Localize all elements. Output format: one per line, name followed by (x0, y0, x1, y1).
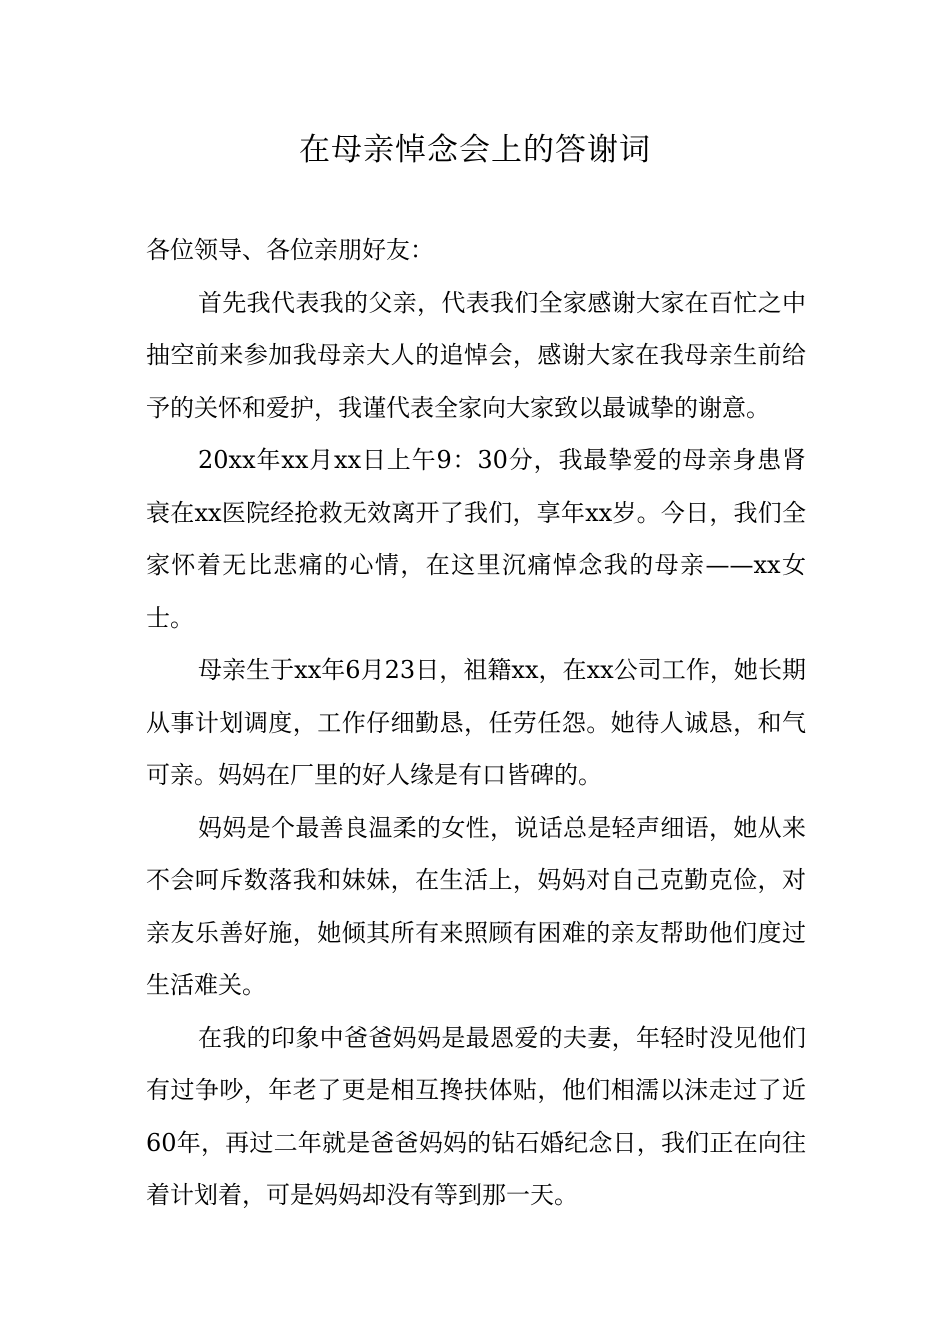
document-title: 在母亲悼念会上的答谢词 (299, 132, 651, 168)
paragraph-2: 20xx年xx月xx日上午9：30分，我最挚爱的母亲身患肾衰在xx医院经抢救无效离开了我们，享年xx岁。今日，我们全家怀着无比悲痛的心情，在这里沉痛悼念我的母亲——xx女士。 (146, 446, 806, 632)
paragraph-5: 在我的印象中爸爸妈妈是最恩爱的夫妻，年轻时没见他们有过争吵，年老了更是相互搀扶体贴，他们相濡以沫走过了近60年，再过二年就是爸爸妈妈的钻石婚纪念日，我们正在向往着计划着，可是妈妈却没有等到那一天。 (146, 1023, 806, 1209)
paragraph-1: 首先我代表我的父亲，代表我们全家感谢大家在百忙之中抽空前来参加我母亲大人的追悼会，感谢大家在我母亲生前给予的关怀和爱护，我谨代表全家向大家致以最诚挚的谢意。 (146, 288, 806, 422)
paragraph-3: 母亲生于xx年6月23日，祖籍xx，在xx公司工作，她长期从事计划调度，工作仔细勤恳，任劳任怨。她待人诚恳，和气可亲。妈妈在厂里的好人缘是有口皆碑的。 (146, 656, 806, 789)
document-body (146, 224, 806, 1222)
paragraph-4: 妈妈是个最善良温柔的女性，说话总是轻声细语，她从来不会呵斥数落我和妹妹，在生活上，妈妈对自己克勤克俭，对亲友乐善好施，她倾其所有来照顾有困难的亲友帮助他们度过生活难关。 (146, 813, 806, 999)
salutation: 各位领导、各位亲朋好友： (146, 236, 434, 264)
